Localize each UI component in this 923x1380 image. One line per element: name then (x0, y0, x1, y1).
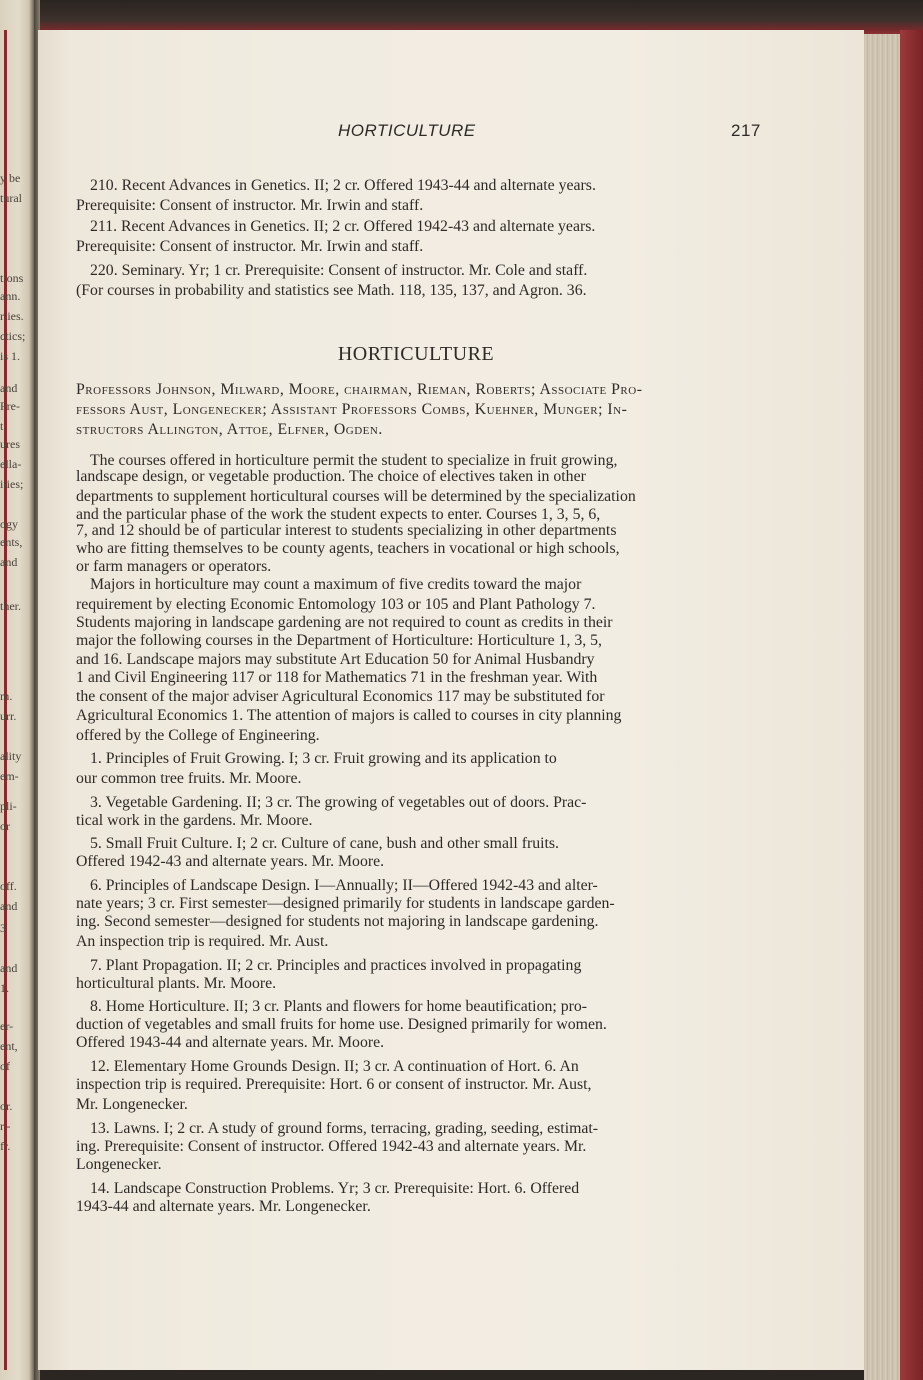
running-header-title: HORTICULTURE (338, 121, 476, 140)
text-line: duction of vegetables and small fruits for home use. Designed primarily for women. (76, 1016, 607, 1033)
book-binding-top (34, 0, 923, 34)
text-line: The courses offered in horticulture permit the student to specialize in fruit growing, (90, 452, 618, 469)
left-page-fragment: pli- (0, 799, 17, 813)
left-page-fragment: off. (0, 879, 17, 893)
text-line: 6. Principles of Landscape Design. I—Annually; II—Offered 1942-43 and alter- (90, 877, 598, 894)
text-line: An inspection trip is required. Mr. Aust. (76, 933, 329, 950)
left-page-edge (0, 0, 34, 1380)
text-line: the consent of the major adviser Agricultural Economics 117 may be substituted for (76, 688, 605, 705)
text-line: structors Allington, Attoe, Elfner, Ogden. (76, 421, 383, 438)
left-page-fragment: ent, (0, 1039, 18, 1053)
text-line: landscape design, or vegetable production. The choice of electives taken in other (76, 468, 586, 485)
left-page-fragment: is 1. (0, 349, 21, 363)
text-line: 1 and Civil Engineering 117 or 118 for Mathematics 71 in the freshman year. With (76, 669, 598, 686)
text-line: who are fitting themselves to be county agents, teachers in vocational or high schools, (76, 540, 620, 557)
page-number: 217 (731, 121, 761, 140)
left-page-fragment: urr. (0, 709, 17, 723)
text-line: 12. Elementary Home Grounds Design. II; 3 cr. A continuation of Hort. 6. An (90, 1058, 579, 1075)
text-line: Offered 1942-43 and alternate years. Mr. Moore. (76, 853, 385, 870)
text-line: fessors Aust, Longenecker; Assistant Professors Combs, Kuehner, Munger; In- (76, 401, 628, 418)
text-line: 211. Recent Advances in Genetics. II; 2 cr. Offered 1942-43 and alternate years. (90, 218, 596, 235)
text-line: 13. Lawns. I; 2 cr. A study of ground forms, terracing, grading, seeding, estimat- (90, 1120, 599, 1137)
text-line: 1943-44 and alternate years. Mr. Longenecker. (76, 1198, 371, 1215)
left-page-fragment: ures (0, 437, 20, 451)
left-page-fragment: and (0, 555, 18, 569)
text-line: Prerequisite: Consent of instructor. Mr. Irwin and staff. (76, 238, 424, 255)
text-line: Mr. Longenecker. (76, 1096, 188, 1113)
text-line: 7, and 12 should be of particular interest to students specializing in other departments (76, 522, 617, 539)
text-line: offered by the College of Engineering. (76, 727, 320, 744)
left-page-fragment: 3 (0, 921, 6, 935)
text-line: 7. Plant Propagation. II; 2 cr. Principles and practices involved in propagating (90, 957, 582, 974)
text-line: tical work in the gardens. Mr. Moore. (76, 812, 313, 829)
text-line: 1. Principles of Fruit Growing. I; 3 cr. Fruit growing and its application to (90, 750, 557, 767)
left-page-fragment: Pre- (0, 399, 20, 413)
text-line: 220. Seminary. Yr; 1 cr. Prerequisite: Consent of instructor. Mr. Cole and staff. (90, 262, 588, 279)
left-page-fragment: 1. (0, 981, 9, 995)
text-line: or farm managers or operators. (76, 558, 272, 575)
left-page-fragment: of (0, 1059, 10, 1073)
left-page-fragment: and (0, 381, 18, 395)
left-page-fragment: ities; (0, 477, 24, 491)
text-line: (For courses in probability and statistics see Math. 118, 135, 137, and Agron. 36. (76, 282, 587, 299)
text-line: Prerequisite: Consent of instructor. Mr. Irwin and staff. (76, 197, 424, 214)
left-page-fragment: rties. (0, 309, 24, 323)
left-page-fragment: em- (0, 769, 19, 783)
left-page-fragment: y be (0, 171, 21, 185)
left-page-fragment: ther. (0, 599, 21, 613)
left-page-fragment: ality (0, 749, 22, 763)
text-line: and 16. Landscape majors may substitute Art Education 50 for Animal Husbandry (76, 651, 595, 668)
left-page-fragment: and (0, 961, 18, 975)
left-page-fragment: and (0, 899, 18, 913)
text-line: departments to supplement horticultural courses will be determined by the specialization (76, 488, 636, 505)
text-line: Professors Johnson, Milward, Moore, chairman, Rieman, Roberts; Associate Pro- (76, 381, 643, 398)
left-page-fragment: or. (0, 1099, 13, 1113)
text-line: and the particular phase of the work the student expects to enter. Courses 1, 3, 5, 6, (76, 506, 601, 523)
left-page-fragment: m. (0, 689, 13, 703)
left-page-fragment: ogy (0, 517, 18, 531)
text-line: 8. Home Horticulture. II; 3 cr. Plants and flowers for home beautification; pro- (90, 998, 588, 1015)
text-line: Longenecker. (76, 1156, 162, 1173)
left-page-fragment: r.- (0, 1119, 11, 1133)
left-page-fragment: ents, (0, 535, 23, 549)
text-line: inspection trip is required. Prerequisite: Hort. 6 or consent of instructor. Mr. Aust, (76, 1076, 592, 1093)
text-line: our common tree fruits. Mr. Moore. (76, 770, 302, 787)
text-line: nate years; 3 cr. First semester—designed primarily for students in landscape garden- (76, 895, 615, 912)
left-page-fragment: or (0, 819, 10, 833)
text-line: Majors in horticulture may count a maximum of five credits toward the major (90, 576, 582, 593)
text-line: major the following courses in the Department of Horticulture: Horticulture 1, 3, 5, (76, 632, 602, 649)
left-page-fragment: ann. (0, 289, 21, 303)
text-line: ing. Second semester—designed for students not majoring in landscape gardening. (76, 913, 599, 930)
text-line: horticultural plants. Mr. Moore. (76, 975, 277, 992)
left-page-fragment: fr. (0, 1139, 11, 1153)
text-line: 14. Landscape Construction Problems. Yr; 3 cr. Prerequisite: Hort. 6. Offered (90, 1180, 580, 1197)
text-line: 3. Vegetable Gardening. II; 3 cr. The growing of vegetables out of doors. Prac- (90, 794, 587, 811)
left-page-fragment: tions (0, 271, 24, 285)
text-line: 5. Small Fruit Culture. I; 2 cr. Culture of cane, bush and other small fruits. (90, 835, 560, 852)
text-line: requirement by electing Economic Entomology 103 or 105 and Plant Pathology 7. (76, 596, 596, 613)
left-page-fragment: er- (0, 1019, 14, 1033)
text-line: Students majoring in landscape gardening are not required to count as credits in their (76, 614, 613, 631)
book-cover-edge (900, 30, 923, 1380)
section-title: HORTICULTURE (337, 343, 495, 365)
text-line: Agricultural Economics 1. The attention of majors is called to courses in city planning (76, 707, 622, 724)
text-line: 210. Recent Advances in Genetics. II; 2 cr. Offered 1943-44 and alternate years. (90, 177, 596, 194)
left-page-fragment: t. (0, 419, 7, 433)
text-line: ing. Prerequisite: Consent of instructor. Offered 1942-43 and alternate years. Mr. (76, 1138, 587, 1155)
text-line: Offered 1943-44 and alternate years. Mr. Moore. (76, 1034, 385, 1051)
left-page-fragment: ctics; (0, 329, 26, 343)
left-page-fragment: tural (0, 191, 22, 205)
left-page-fragment: ella- (0, 457, 22, 471)
